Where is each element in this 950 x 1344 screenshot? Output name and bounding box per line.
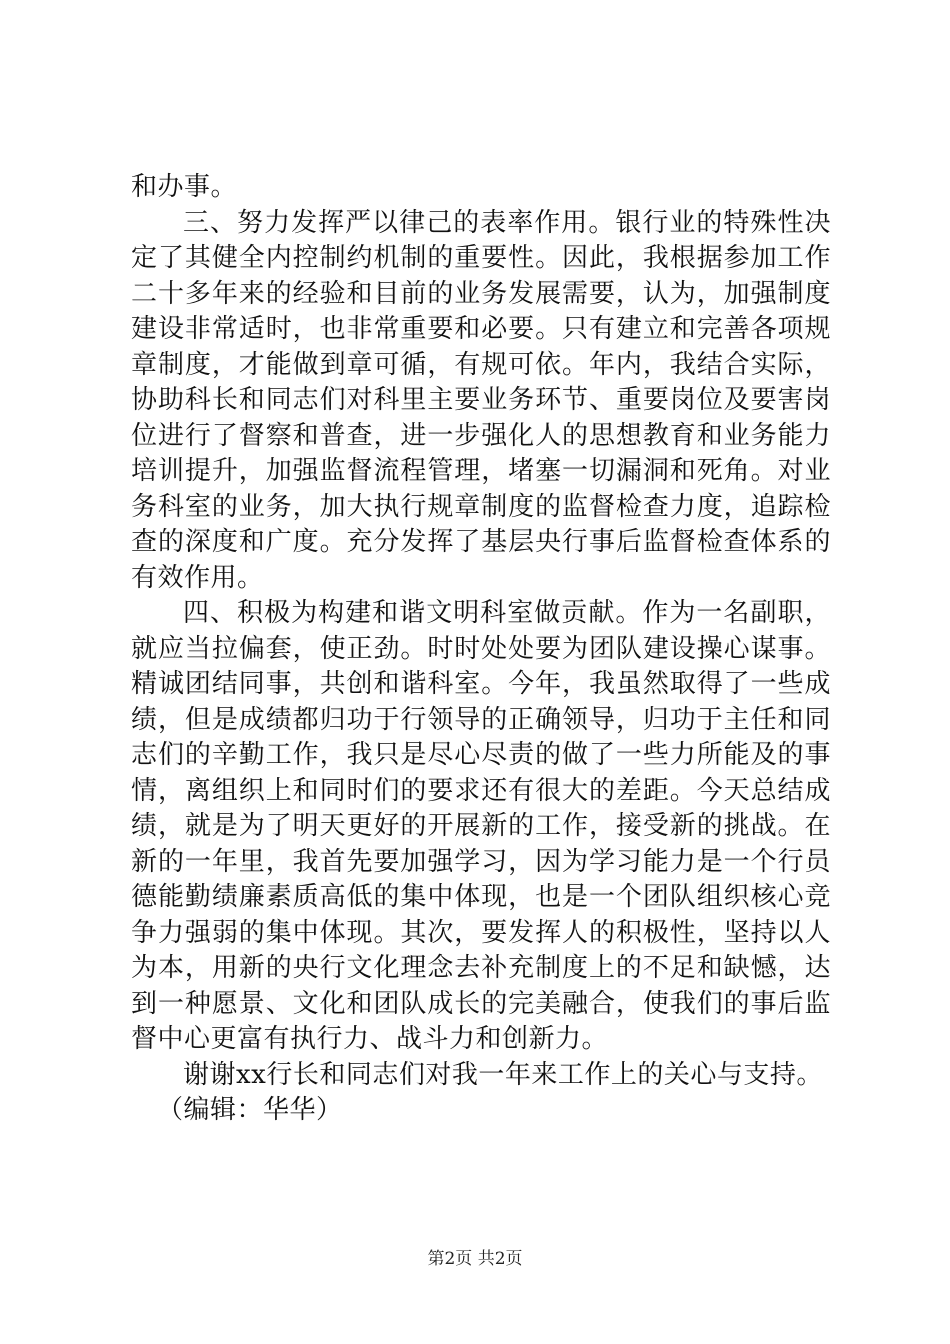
paragraph-thanks: 谢谢xx行长和同志们对我一年来工作上的关心与支持。 <box>183 1059 823 1090</box>
editor-note: （编辑：华华） <box>157 1095 343 1125</box>
paragraph-continuation: 和办事。 <box>131 172 238 202</box>
page-footer: 第2页 共2页 <box>427 1249 523 1269</box>
document-body <box>131 170 831 1129</box>
paragraph-section-three: 三、努力发挥严以律己的表率作用。银行业的特殊性决定了其健全内控制约机制的重要性。因此，我根据参加工作二十多年来的经验和目前的业务发展需要，认为，加强制度建设非常适时，也非常重要和必要。只有建立和完善各项规章制度，才能做到章可循，有规可依。年内，我结合实际，协助科长和同志们对科里主要业务环节、重要岗位及要害岗位进行了督察和普查，进一步强化人的思想教育和业务能力培训提升，加强监督流程管理，堵塞一切漏洞和死角。对业务科室的业务，加大执行规章制度的监督检查力度，追踪检查的深度和广度。充分发挥了基层央行事后监督检查体系的有效作用。 <box>131 207 831 593</box>
paragraph-section-four: 四、积极为构建和谐文明科室做贡献。作为一名副职，就应当拉偏套，使正劲。时时处处要为团队建设操心谋事。精诚团结同事，共创和谐科室。今年，我虽然取得了一些成绩，但是成绩都归功于行领导的正确领导，归功于主任和同志们的辛勤工作，我只是尽心尽责的做了一些力所能及的事情，离组织上和同时们的要求还有很大的差距。今天总结成绩，就是为了明天更好的开展新的工作，接受新的挑战。在新的一年里，我首先要加强学习，因为学习能力是一个行员德能勤绩廉素质高低的集中体现，也是一个团队组织核心竞争力强弱的集中体现。其次，要发挥人的积极性，坚持以人为本，用新的央行文化理念去补充制度上的不足和缺憾，达到一种愿景、文化和团队成长的完美融合，使我们的事后监督中心更富有执行力、战斗力和创新力。 <box>131 598 831 1054</box>
